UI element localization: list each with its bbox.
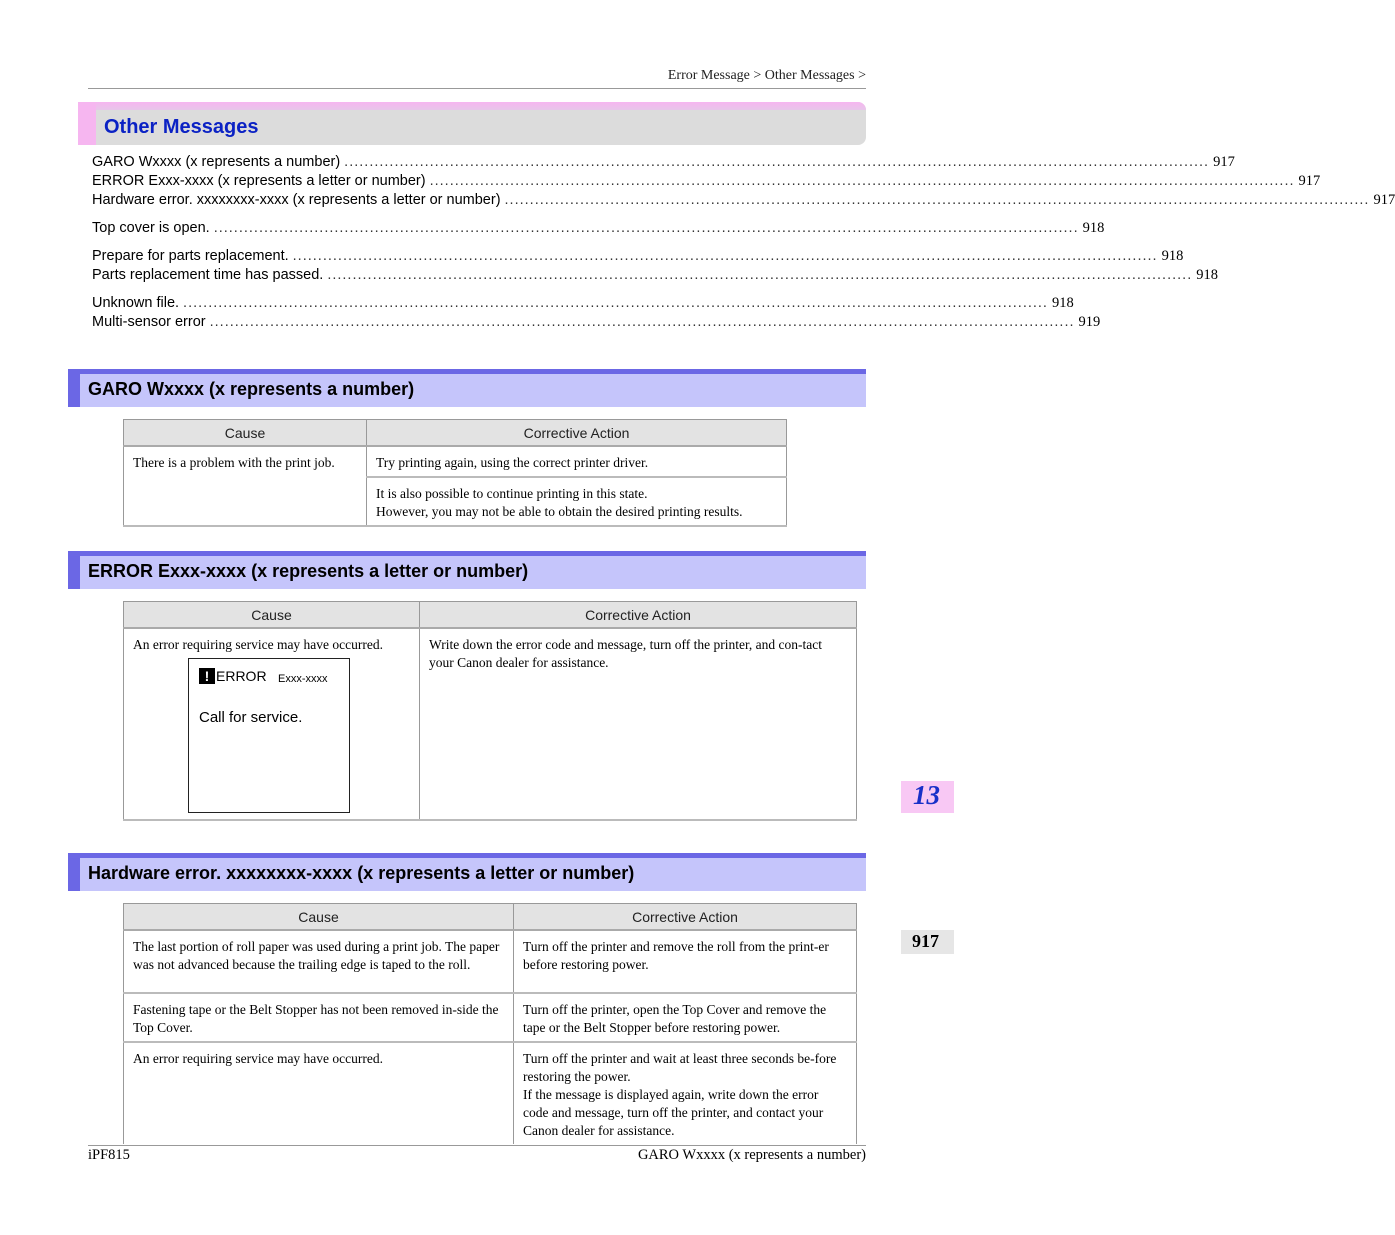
action-cell: Write down the error code and message, turn off the printer, and con-tact your Canon dealer for assistance. <box>420 628 857 820</box>
toc-entry[interactable] <box>92 154 1235 173</box>
toc-entry-page: 918 <box>1196 267 1218 283</box>
section-heading-text: Hardware error. xxxxxxxx-xxxx (x represents a letter or number) <box>88 863 635 883</box>
table-row <box>124 930 857 993</box>
toc-header-accent <box>78 102 866 110</box>
toc-entry-page: 917 <box>1373 192 1395 208</box>
toc-entry-label: Parts replacement time has passed. <box>92 267 324 283</box>
toc-entry[interactable] <box>92 173 1321 192</box>
action-cell <box>367 477 787 526</box>
cause-text: An error requiring service may have occurred. <box>133 637 384 652</box>
section-heading-tab <box>68 853 80 891</box>
toc-entry[interactable] <box>92 295 1074 314</box>
footer-rule <box>88 1145 866 1146</box>
toc-entry-page: 918 <box>1082 220 1105 236</box>
footer-section: GARO Wxxxx (x represents a number) <box>637 1147 866 1163</box>
column-header-cause: Cause <box>124 904 514 931</box>
action-cell: Try printing again, using the correct printer driver. <box>367 446 787 477</box>
section-heading-error <box>68 551 866 589</box>
toc-leader: ............................................................................................................................................................................ <box>292 248 1158 264</box>
section-heading-text: GARO Wxxxx (x represents a number) <box>88 379 415 399</box>
section-heading-accent <box>68 369 866 374</box>
toc-leader: ............................................................................................................................................................................ <box>504 192 1370 208</box>
toc-entry[interactable] <box>92 192 1395 211</box>
lcd-error-label: ERROR <box>216 668 267 684</box>
action-cell: Turn off the printer and remove the roll from the print-er before restoring power. <box>514 930 857 993</box>
toc-entry-label: Top cover is open. <box>92 220 210 236</box>
section-heading-text: ERROR Exxx-xxxx (x represents a letter or number) <box>88 561 529 581</box>
cause-cell: There is a problem with the print job. <box>124 446 367 526</box>
toc-leader: ............................................................................................................................................................................ <box>344 154 1210 170</box>
toc-entry-page: 917 <box>1213 154 1235 170</box>
action-line: Turn off the printer and wait at least three seconds be-fore restoring the power. <box>523 1051 837 1084</box>
toc-entry[interactable] <box>92 267 1218 286</box>
toc-entry-page: 918 <box>1051 295 1074 311</box>
toc-entry-label: Prepare for parts replacement. <box>92 248 289 264</box>
toc-entry-label: ERROR Exxx-xxxx (x represents a letter or number) <box>92 173 426 189</box>
toc-leader: ............................................................................................................................................................................ <box>429 173 1295 189</box>
cause-cell: An error requiring service may have occurred. <box>124 1042 514 1144</box>
toc-entry-page: 919 <box>1078 314 1101 330</box>
action-cell <box>514 1042 857 1144</box>
column-header-action: Corrective Action <box>514 904 857 931</box>
error-table <box>123 601 857 821</box>
action-line: If the message is displayed again, write down the error code and message, turn off the printer, and contact your Canon dealer for assistance. <box>523 1087 824 1138</box>
toc-entry-label: Multi-sensor error <box>92 314 206 330</box>
footer-model: iPF815 <box>88 1147 130 1163</box>
cause-cell: Fastening tape or the Belt Stopper has not been removed in-side the Top Cover. <box>124 993 514 1042</box>
page-number: 917 <box>912 931 939 951</box>
action-cell: Turn off the printer, open the Top Cover and remove the tape or the Belt Stopper before restoring power. <box>514 993 857 1042</box>
garo-table <box>123 419 787 527</box>
toc-header-bar <box>78 102 96 145</box>
toc-entry[interactable] <box>92 220 1105 239</box>
section-heading-tab <box>68 369 80 407</box>
toc-entry-label: GARO Wxxxx (x represents a number) <box>92 154 341 170</box>
section-heading-hardware <box>68 853 866 891</box>
breadcrumb: Error Message > Other Messages > <box>667 68 866 83</box>
chapter-number: 13 <box>913 780 940 810</box>
toc-entry[interactable] <box>92 314 1101 333</box>
table-row <box>124 1042 857 1144</box>
toc-leader: ............................................................................................................................................................................ <box>213 220 1079 236</box>
toc-entry-page: 917 <box>1298 173 1321 189</box>
section-heading-tab <box>68 551 80 589</box>
lcd-display <box>188 658 350 813</box>
section-heading-garo <box>68 369 866 407</box>
toc-leader: ............................................................................................................................................................................ <box>209 314 1075 330</box>
column-header-cause: Cause <box>124 420 367 447</box>
table-row <box>124 446 787 477</box>
column-header-action: Corrective Action <box>420 602 857 629</box>
lcd-message: Call for service. <box>199 709 303 726</box>
toc-leader: ............................................................................................................................................................................ <box>183 295 1048 311</box>
toc-entry-page: 918 <box>1161 248 1184 264</box>
toc-entry[interactable] <box>92 248 1184 267</box>
section-heading-accent <box>68 853 866 858</box>
lcd-error-code: Exxx-xxxx <box>278 673 328 685</box>
hardware-table <box>123 903 857 1144</box>
toc-list <box>92 154 1395 333</box>
cause-cell: The last portion of roll paper was used during a print job. The paper was not advanced because the trailing edge is taped to the roll. <box>124 930 514 993</box>
table-row <box>124 993 857 1042</box>
toc-title: Other Messages <box>104 116 259 138</box>
section-heading-accent <box>68 551 866 556</box>
toc-leader: ............................................................................................................................................................................ <box>327 267 1193 283</box>
table-row <box>124 628 857 820</box>
header-rule <box>88 88 866 89</box>
column-header-cause: Cause <box>124 602 420 629</box>
action-line: It is also possible to continue printing in this state. <box>376 486 648 501</box>
toc-entry-label: Unknown file. <box>92 295 180 311</box>
column-header-action: Corrective Action <box>367 420 787 447</box>
cause-cell <box>124 628 420 820</box>
warning-icon: ! <box>199 668 215 684</box>
action-line: However, you may not be able to obtain the desired printing results. <box>376 504 743 519</box>
toc-entry-label: Hardware error. xxxxxxxx-xxxx (x represents a letter or number) <box>92 192 501 208</box>
